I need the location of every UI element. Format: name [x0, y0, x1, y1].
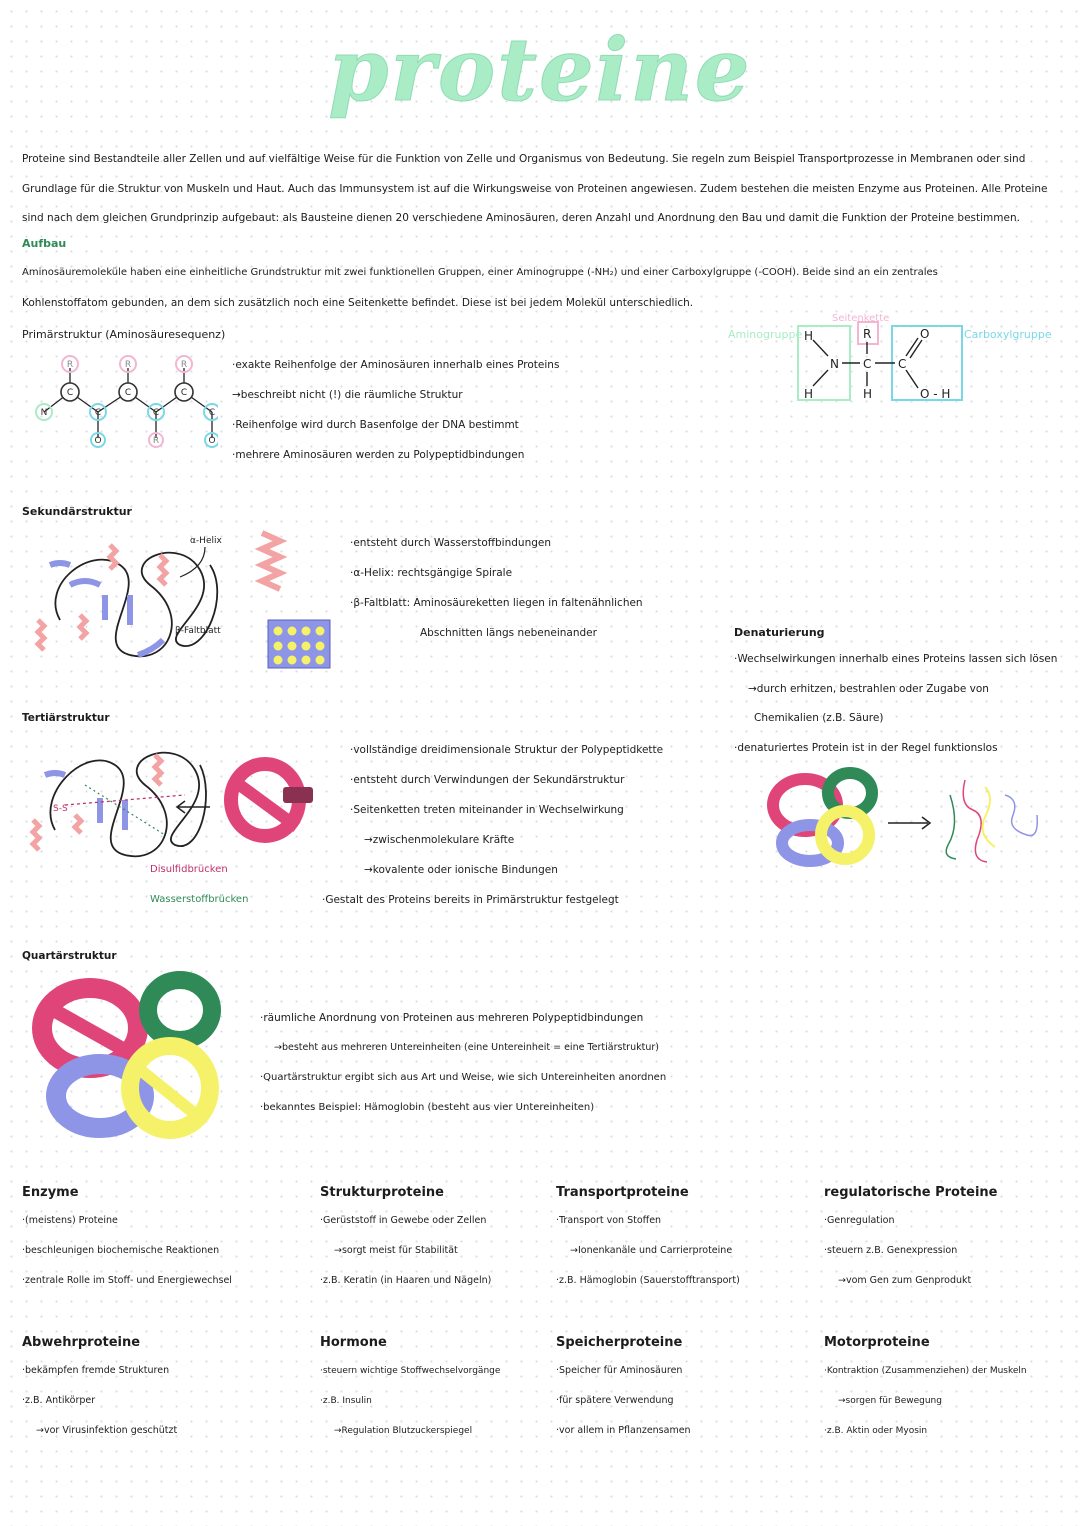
atom-h: H	[804, 329, 814, 343]
polypeptide-chain	[55, 553, 217, 657]
intro-line: Grundlage für die Struktur von Muskeln und Haut. Auch das Immunsystem ist auf die Wirkungsweise von Proteinen angewiesen. Zudem bestehen die meisten Enzyme aus Proteinen. Alle Proteine	[22, 182, 1048, 195]
card-hormone	[320, 1335, 545, 1446]
disulfid-label: Disulfidbrücken	[150, 864, 228, 875]
sekundaer-line: ·entsteht durch Wasserstoffbindungen	[350, 537, 551, 549]
green-subunit	[148, 980, 212, 1040]
card-regulatorische-proteine	[824, 1185, 1064, 1296]
atom-c: C	[208, 408, 216, 418]
atom-r: R	[152, 436, 160, 446]
card-strukturproteine	[320, 1185, 545, 1296]
card-title: regulatorische Proteine	[824, 1185, 998, 1200]
denaturierung-text	[734, 645, 1057, 763]
intro-paragraph	[22, 145, 1068, 234]
atom-r: R	[66, 360, 74, 370]
quartaer-line: →besteht aus mehreren Untereinheiten (eine Untereinheit = eine Tertiärstruktur)	[274, 1042, 659, 1053]
faltblatt-label: β-Faltblatt	[175, 626, 221, 636]
card-line: ·vor allem in Pflanzensamen	[556, 1425, 691, 1436]
card-title: Speicherproteine	[556, 1335, 683, 1350]
atom-c: C	[152, 408, 160, 418]
primaer-line: →beschreibt nicht (!) die räumliche Struktur	[232, 389, 463, 401]
faltblatt-arrow	[70, 581, 100, 585]
tertiaer-line: ·Gestalt des Proteins bereits in Primärstruktur festgelegt	[322, 894, 619, 906]
card-title: Motorproteine	[824, 1335, 930, 1350]
denaturierung-line: →durch erhitzen, bestrahlen oder Zugabe von	[748, 682, 989, 695]
card-line: ·bekämpfen fremde Strukturen	[22, 1365, 170, 1376]
card-line: ·Gerüststoff in Gewebe oder Zellen	[320, 1215, 487, 1226]
primaer-line: ·Reihenfolge wird durch Basenfolge der DNA bestimmt	[232, 419, 519, 431]
atom-r: R	[124, 360, 132, 370]
tertiaer-text	[322, 735, 664, 915]
primaer-line: ·mehrere Aminosäuren werden zu Polypeptidbindungen	[232, 449, 525, 461]
card-line: →sorgt meist für Stabilität	[334, 1245, 458, 1256]
aufbau-line: Kohlenstoffatom gebunden, an dem sich zusätzlich noch eine Seitenkette befindet. Diese ist bei jedem Molekül unterschiedlich.	[22, 297, 694, 309]
card-title: Hormone	[320, 1335, 387, 1350]
card-line: →vom Gen zum Genprodukt	[838, 1275, 972, 1286]
card-line: ·(meistens) Proteine	[22, 1215, 118, 1226]
card-line: ·Kontraktion (Zusammenziehen) der Muskeln	[824, 1366, 1027, 1376]
quartaer-line: ·Quartärstruktur ergibt sich aus Art und Weise, wie sich Untereinheiten anordnen	[260, 1072, 667, 1083]
card-title: Abwehrproteine	[22, 1335, 141, 1350]
alpha-helix-icon	[262, 533, 280, 589]
aminoacid-structure-diagram	[720, 310, 1070, 405]
tertiaer-line: ·Seitenketten treten miteinander in Wechselwirkung	[350, 804, 624, 816]
aminogruppe-label: Aminogruppe	[728, 328, 803, 341]
atom-r: R	[180, 360, 188, 370]
card-speicherproteine	[556, 1335, 806, 1446]
card-title: Strukturproteine	[320, 1185, 444, 1200]
atom-c: C	[94, 408, 102, 418]
tertiary-structure-diagram	[25, 735, 345, 915]
quaternary-structure-diagram	[20, 968, 250, 1153]
quartaer-line: ·bekanntes Beispiel: Hämoglobin (besteht aus vier Untereinheiten)	[260, 1102, 595, 1113]
card-motorproteine	[824, 1335, 1064, 1446]
sekundaer-heading: Sekundärstruktur	[22, 505, 132, 518]
atom-h: H	[863, 387, 873, 401]
atom-c: C	[66, 388, 74, 398]
card-line: ·Speicher für Aminosäuren	[556, 1365, 683, 1376]
card-line: →vor Virusinfektion geschützt	[36, 1425, 178, 1436]
quartaer-heading: Quartärstruktur	[22, 950, 117, 962]
card-line: ·steuern z.B. Genexpression	[824, 1245, 958, 1256]
quartaer-line: ·räumliche Anordnung von Proteinen aus mehreren Polypeptidbindungen	[260, 1012, 644, 1024]
seitenkette-label: Seitenkette	[832, 313, 890, 324]
card-title: Enzyme	[22, 1185, 79, 1200]
sekundaer-line: Abschnitten längs nebeneinander	[420, 627, 597, 639]
helix-label: α-Helix	[190, 536, 222, 546]
sekundaer-line: ·α-Helix: rechtsgängige Spirale	[350, 567, 513, 579]
card-line: →Ionenkanäle und Carrierproteine	[570, 1245, 733, 1256]
carboxylgruppe-label: Carboxylgruppe	[964, 328, 1052, 341]
card-enzyme	[22, 1185, 292, 1296]
tertiaer-line: →zwischenmolekulare Kräfte	[364, 834, 515, 846]
ss-label: S-S	[53, 804, 68, 814]
aufbau-heading: Aufbau	[22, 237, 67, 250]
card-line: →sorgen für Bewegung	[838, 1396, 942, 1406]
denaturierung-line: ·Wechselwirkungen innerhalb eines Proteins lassen sich lösen	[734, 653, 1058, 665]
tertiaer-heading: Tertiärstruktur	[22, 712, 110, 724]
atom-c: C	[180, 388, 188, 398]
intro-line: Proteine sind Bestandteile aller Zellen und auf vielfältige Weise für die Funktion von Zelle und Organismus von Bedeutung. Sie regeln zum Beispiel Transportprozesse in Membranen oder sind	[22, 153, 1026, 165]
primary-structure-chain-diagram	[28, 350, 218, 450]
atom-oh: O - H	[920, 387, 951, 401]
card-line: ·z.B. Keratin (in Haaren und Nägeln)	[320, 1275, 492, 1286]
card-transportproteine	[556, 1185, 806, 1296]
card-line: ·zentrale Rolle im Stoff- und Energiewechsel	[22, 1275, 232, 1286]
atom-o: O	[208, 436, 216, 446]
wasserstoff-label: Wasserstoffbrücken	[150, 894, 249, 905]
sekundaer-text	[350, 528, 643, 648]
atom-h: H	[804, 387, 814, 401]
denaturierung-line: ·denaturiertes Protein ist in der Regel funktionslos	[734, 741, 998, 754]
card-line: ·steuern wichtige Stoffwechselvorgänge	[320, 1366, 501, 1376]
atom-c: C	[863, 357, 872, 371]
card-abwehrproteine	[22, 1335, 292, 1446]
card-title: Transportproteine	[556, 1185, 689, 1200]
card-line: ·Transport von Stoffen	[556, 1215, 662, 1226]
alpha-helix-segment	[38, 620, 44, 650]
atom-n: N	[830, 357, 839, 371]
primaer-heading: Primärstruktur (Aminosäuresequenz)	[22, 328, 226, 341]
page-title: proteine	[328, 20, 752, 121]
primaer-text	[232, 350, 559, 470]
card-line: ·beschleunigen biochemische Reaktionen	[22, 1245, 220, 1256]
tertiaer-line: ·vollständige dreidimensionale Struktur der Polypeptidkette	[350, 744, 664, 756]
card-line: ·z.B. Aktin oder Myosin	[824, 1426, 928, 1436]
card-line: ·z.B. Antikörper	[22, 1395, 96, 1406]
atom-r: R	[863, 327, 872, 341]
tertiaer-line: →kovalente oder ionische Bindungen	[364, 864, 558, 876]
secondary-structure-diagram	[30, 525, 350, 675]
quartaer-text	[260, 1003, 666, 1123]
atom-c: C	[898, 357, 907, 371]
tertiaer-line: ·entsteht durch Verwindungen der Sekundärstruktur	[350, 774, 625, 786]
unfolded-chain	[946, 795, 956, 859]
atom-o: O	[920, 327, 930, 341]
card-line: ·Genregulation	[824, 1215, 895, 1226]
card-line: →Regulation Blutzuckerspiegel	[334, 1426, 473, 1436]
primaer-line: ·exakte Reihenfolge der Aminosäuren innerhalb eines Proteins	[232, 359, 560, 371]
card-line: ·z.B. Hämoglobin (Sauerstofftransport)	[556, 1275, 740, 1286]
denaturierung-line: Chemikalien (z.B. Säure)	[754, 712, 884, 724]
denaturierung-heading: Denaturierung	[734, 626, 825, 639]
card-line: ·z.B. Insulin	[320, 1396, 372, 1406]
atom-c: C	[124, 388, 132, 398]
sekundaer-line: ·β-Faltblatt: Aminosäureketten liegen in faltenähnlichen	[350, 597, 643, 609]
card-line: ·für spätere Verwendung	[556, 1395, 674, 1406]
atom-n: N	[40, 408, 48, 418]
aufbau-line: Aminosäuremoleküle haben eine einheitliche Grundstruktur mit zwei funktionellen Gruppen, einer Aminogruppe (-NH₂) und einer Carboxylgruppe (-COOH). Beide sind an ein zentrales	[22, 267, 938, 278]
atom-o: O	[94, 436, 102, 446]
denaturation-diagram	[760, 765, 1050, 875]
intro-line: sind nach dem gleichen Grundprinzip aufgebaut: als Bausteine dienen 20 verschiedene Aminosäuren, deren Anzahl und Anordnung den Bau und damit die Funktion der Proteine bestimmen.	[22, 212, 1020, 225]
